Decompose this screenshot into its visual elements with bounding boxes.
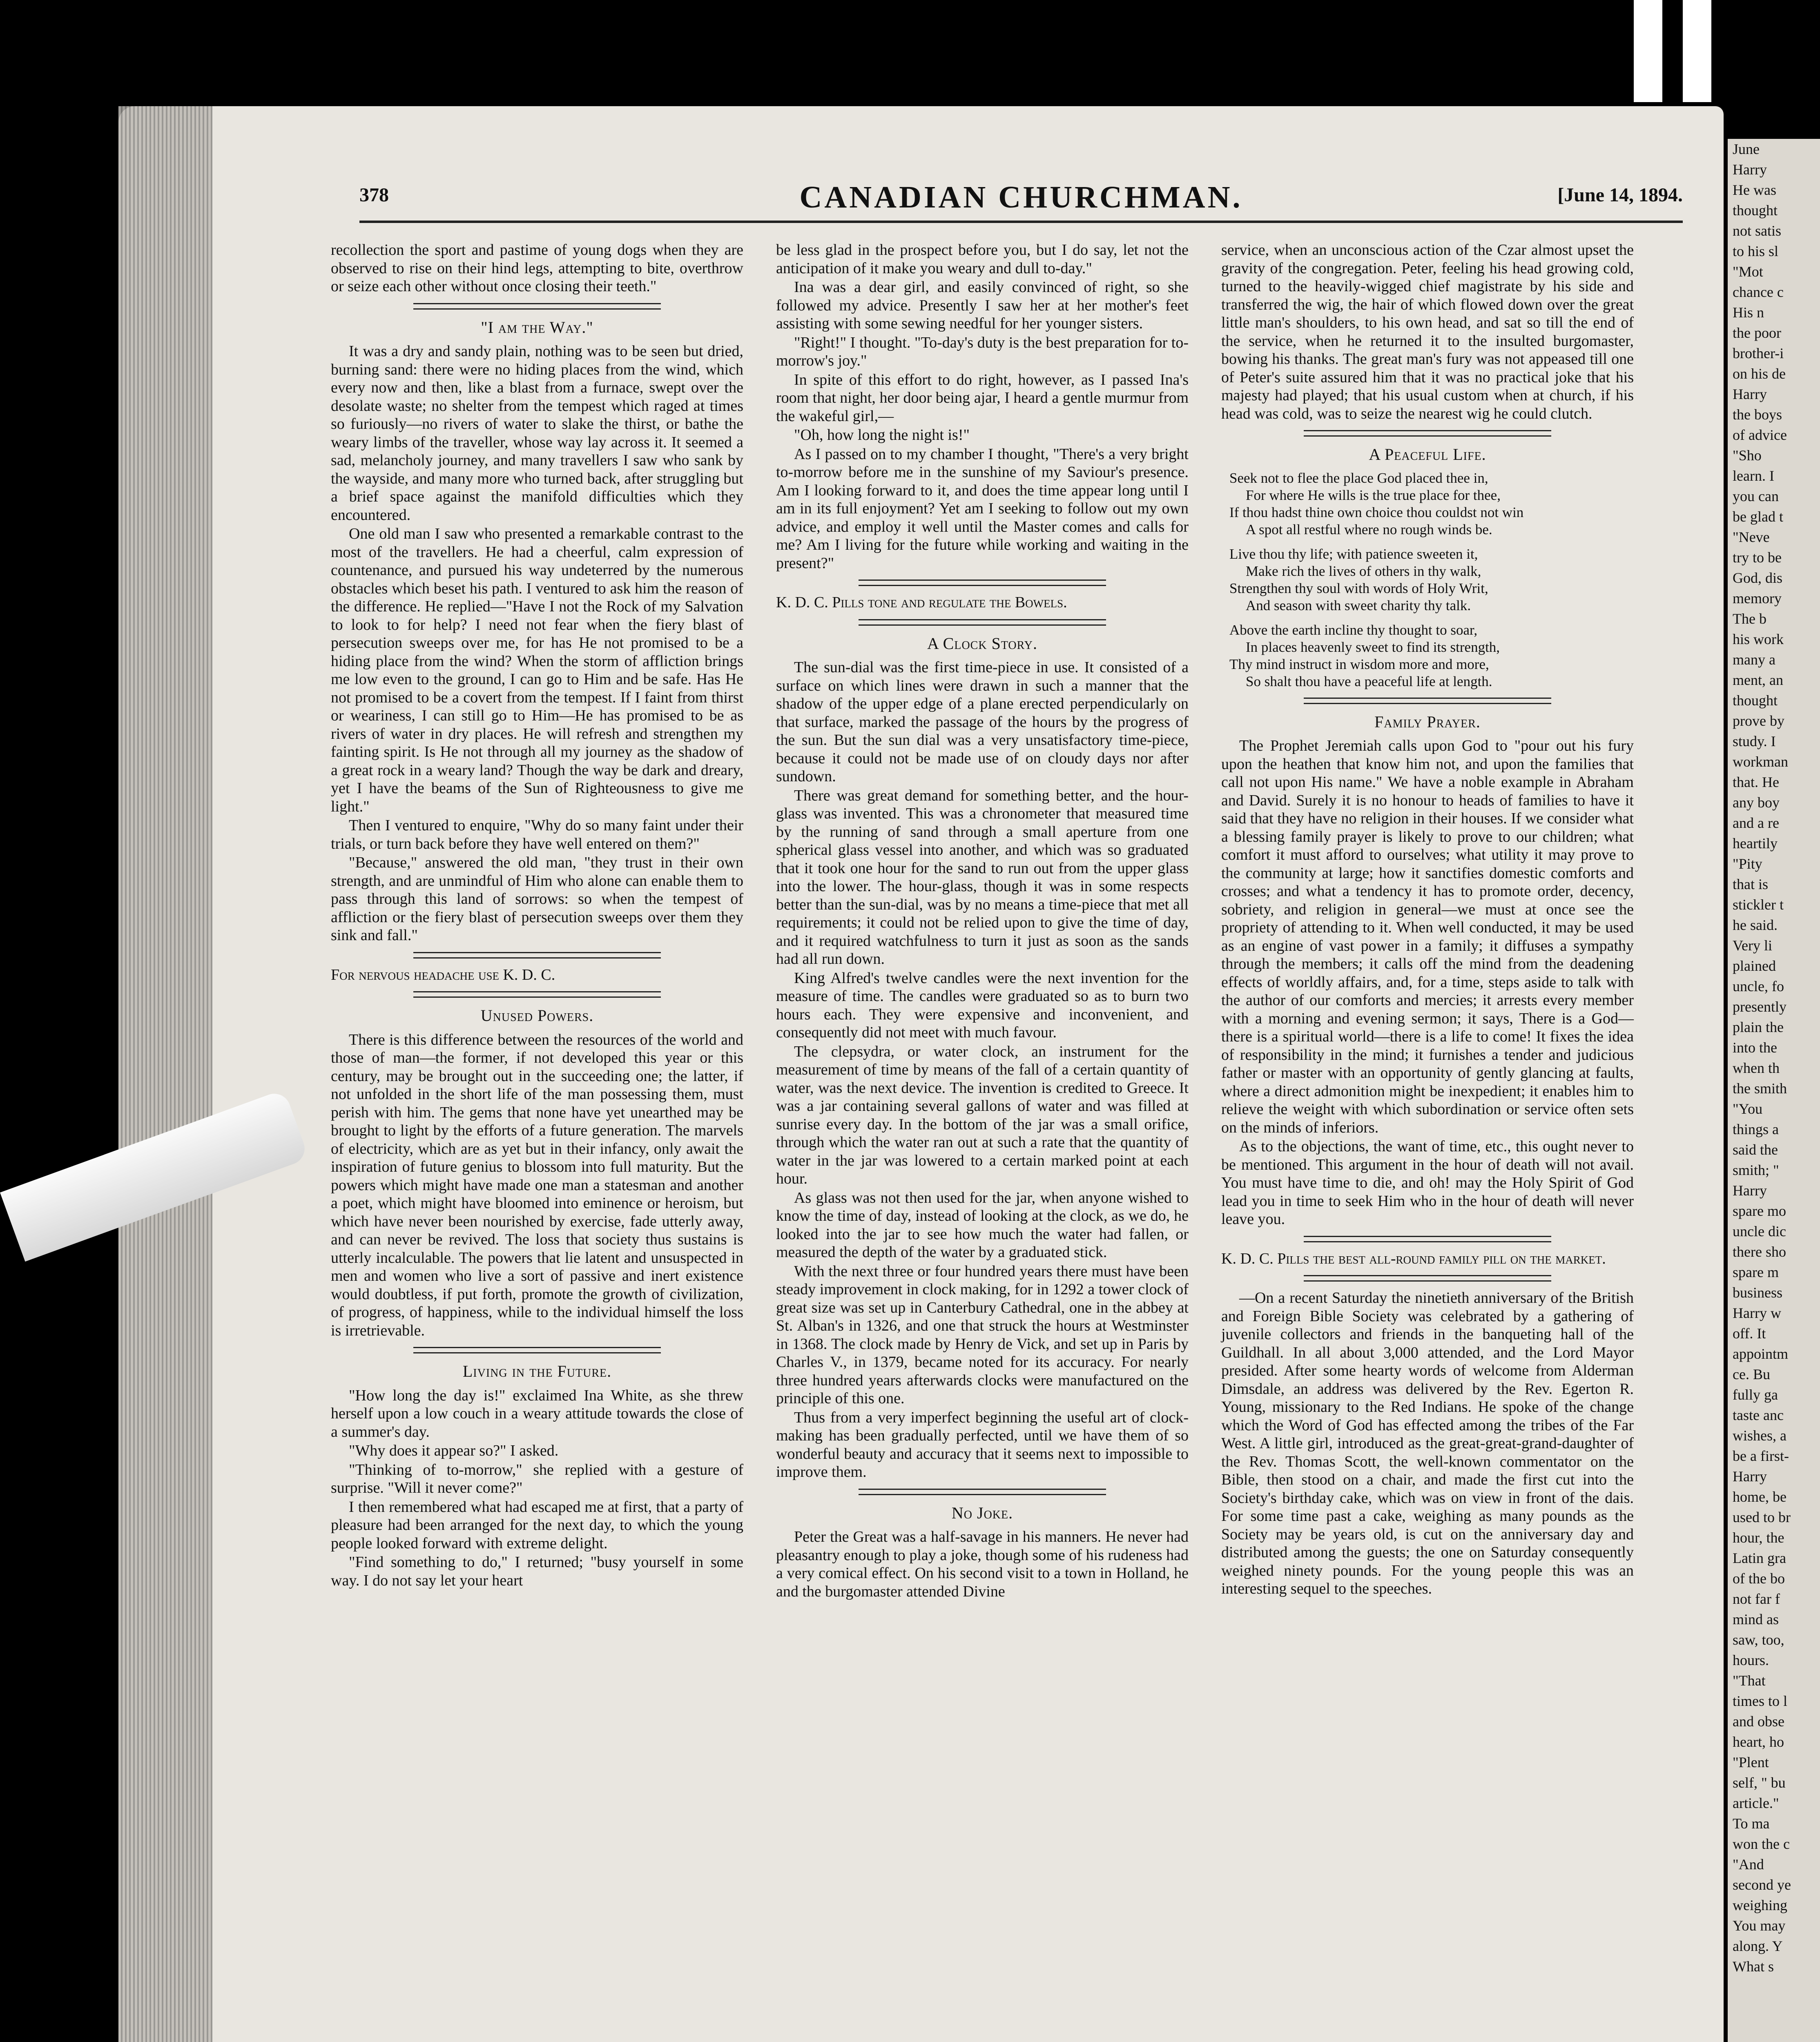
right-page-line: of advice — [1733, 427, 1787, 443]
right-page-line: ce. Bu — [1733, 1366, 1770, 1382]
section-divider — [859, 1489, 1106, 1495]
section-divider — [1304, 1275, 1551, 1282]
right-page-line: stickler t — [1733, 896, 1784, 913]
right-page-line: appointm — [1733, 1346, 1788, 1362]
paragraph: The clepsydra, or water clock, an instrument for the measurement of time by means of the fall of a certain quantity of water, was the next device. The invention is credited to Greece. It was a jar containing several gallons of water and was filled at sunrise every day. In the bottom of the jar was a small orifice, through which the water ran out at such a rate that the quantity of water in the jar was lowered to a certain marked point at each hour. — [776, 1043, 1189, 1187]
paragraph: "How long the day is!" exclaimed Ina White, as she threw herself upon a low couch in a weary attitude towards the close of a summer's day. — [331, 1387, 743, 1440]
poem-stanza — [1229, 546, 1634, 614]
article-heading: "I am the Way." — [481, 318, 593, 337]
poem-line: So shalt thou have a peaceful life at length. — [1246, 673, 1492, 689]
paragraph: Then I ventured to enquire, "Why do so many faint under their trials, or turn back before they have well entered on them?" — [331, 817, 743, 852]
right-page-line: the poor — [1733, 325, 1781, 341]
poem-line: Seek not to flee the place God placed thee in, — [1229, 470, 1488, 486]
section-divider — [413, 303, 661, 310]
paragraph: There was great demand for something better, and the hour-glass was invented. This was a chronometer that measured time by the running of sand through a small aperture from one spherical glass vessel into another, and which was so graduated that it took one hour for the sand to run out from the upper glass into the lower. The hour-glass, though it was in some respects better than the sun-dial, was by no means a time-piece that met all requirements; it could not be relied upon to give the time of day, and it required watchfulness to turn it just as soon as the sands had all run down. — [776, 787, 1189, 967]
right-page-line: on his de — [1733, 366, 1786, 382]
right-page-line: not far f — [1733, 1591, 1780, 1607]
right-page-line: he said. — [1733, 917, 1778, 933]
right-page-line: spare m — [1733, 1264, 1779, 1280]
paragraph: "Find something to do," I returned; "busy yourself in some way. I do not say let your heart — [331, 1554, 743, 1589]
right-page-line: memory — [1733, 590, 1782, 606]
right-page-line: used to br — [1733, 1509, 1791, 1525]
paragraph: King Alfred's twelve candles were the next invention for the measure of time. The candles were graduated so as to burn two hours each. They were expensive and inconvenient, and consequently did not meet with much favour. — [776, 969, 1189, 1041]
right-page-line: thought — [1733, 692, 1778, 709]
section-divider — [859, 619, 1106, 626]
page-number: 378 — [359, 184, 389, 206]
advertisement: K. D. C. Pills tone and regulate the Bowels. — [776, 594, 1067, 611]
poem-line: Strengthen thy soul with words of Holy Writ, — [1229, 580, 1488, 596]
right-page-line: heart, ho — [1733, 1734, 1784, 1750]
paragraph: be less glad in the prospect before you, but I do say, let not the anticipation of it make you weary and dull to-day." — [776, 241, 1189, 277]
right-page-line: into the — [1733, 1039, 1777, 1056]
right-page-line: not satis — [1733, 223, 1782, 239]
article-heading: A Clock Story. — [927, 634, 1037, 653]
right-page-line: June — [1733, 141, 1760, 157]
page-edges — [118, 106, 212, 2042]
right-page-line: Very li — [1733, 937, 1772, 954]
paragraph: I then remembered what had escaped me at first, that a party of pleasure had been arranged for the next day, to which the young people looked forward with extreme delight. — [331, 1498, 743, 1552]
section-divider — [1304, 1236, 1551, 1242]
right-page-line: Harry — [1733, 386, 1767, 402]
right-page-line: there sho — [1733, 1244, 1786, 1260]
paragraph: There is this difference between the resources of the world and those of man—the former, if not developed this year or this century, may be brought out in the succeeding one; the latter, if not unfolded in the short life of the man possessing them, must perish with him. The gems that none have yet unearthed may be brought to light by the efforts of a future generation. The marvels of electricity, which are as yet but in their infancy, only await the inspiration of future genius to blossom into full maturity. But the powers which might have made one man a statesman and another a poet, which might have bloomed into eminence or heroism, but which have never been nourished by exercise, fade utterly away, and can never be revived. The loss that society thus sustains is utterly incalculable. The powers that lie latent and unsuspected in men and women who live a sort of passive and inert existence would doubtless, if put forth, promote the growth of civilization, of progress, of happiness, while to the individual himself the loss is irretrievable. — [331, 1031, 743, 1339]
right-page-line: off. It — [1733, 1325, 1766, 1342]
right-page-line: saw, too, — [1733, 1632, 1784, 1648]
right-page-line: What s — [1733, 1958, 1774, 1975]
poem-line: And season with sweet charity thy talk. — [1246, 597, 1471, 613]
right-page-line: article." — [1733, 1795, 1779, 1811]
poem-line: In places heavenly sweet to find its strength, — [1246, 639, 1500, 655]
right-page-line: "Pity — [1733, 856, 1762, 872]
column-1 — [331, 241, 743, 1590]
right-page-line: Harry w — [1733, 1305, 1781, 1321]
clip-bar — [1683, 0, 1711, 102]
right-page-line: His n — [1733, 304, 1764, 321]
paragraph: Peter the Great was a half-savage in his manners. He never had pleasantry enough to play a joke, though some of his rudeness had a very comical effect. On his second visit to a town in Holland, he and the burgomaster attended Divine — [776, 1528, 1189, 1600]
right-page-line: business — [1733, 1284, 1783, 1301]
right-page-line: God, dis — [1733, 570, 1783, 586]
paragraph: It was a dry and sandy plain, nothing was to be seen but dried, burning sand: there were no hiding places from the wind, which every now and then, like a blast from a furnace, swept over the desolate waste; no shelter from the tempest which raged at times so furiously—no rivers of water to slake the thirst, or bathe the weary limbs of the traveller, whose way lay across it. It seemed a sad, melancholy journey, and many travellers I saw who sank by the wayside, and many more who turned back, after struggling but a brief space against the manifold difficulties which they encountered. — [331, 343, 743, 524]
paragraph: As glass was not then used for the jar, when anyone wished to know the time of day, instead of looking at the clock, as we do, he looked into the jar to see how much the water had fallen, or measured the depth of the water by a graduated stick. — [776, 1189, 1189, 1261]
right-page-line: and obse — [1733, 1713, 1784, 1730]
right-page-line: "Neve — [1733, 529, 1770, 545]
article-heading: A Peaceful Life. — [1369, 445, 1486, 464]
right-page-line: that. He — [1733, 774, 1779, 790]
right-page-line: the smith — [1733, 1080, 1787, 1097]
header-rule — [359, 221, 1683, 223]
right-page-line: "Mot — [1733, 263, 1763, 280]
newspaper-title: CANADIAN CHURCHMAN. — [799, 180, 1243, 214]
poem-line: A spot all restful where no rough winds be. — [1246, 521, 1492, 537]
section-divider — [1304, 698, 1551, 704]
right-page-line: uncle, fo — [1733, 978, 1784, 994]
article-heading: No Joke. — [951, 1503, 1013, 1522]
paragraph: recollection the sport and pastime of young dogs when they are observed to rise on their hind legs, attempting to bite, overthrow or seize each other without once closing their teeth." — [331, 241, 743, 295]
right-page-line: plained — [1733, 958, 1776, 974]
paragraph: "Oh, how long the night is!" — [794, 426, 970, 444]
right-page-line: smith; " — [1733, 1162, 1779, 1178]
right-page-line: "Plent — [1733, 1754, 1769, 1770]
article-heading: Family Prayer. — [1374, 712, 1481, 731]
section-divider — [859, 580, 1106, 586]
paragraph: The sun-dial was the first time-piece in use. It consisted of a surface on which lines were drawn in such a manner that the shadow of the upper edge of a plane erected perpendicularly on that surface, marked the passage of the hours by the progress of the sun. But the sun dial was a very unsatisfactory time-piece, because it could not be made use of on cloudy days nor after sundown. — [776, 659, 1189, 785]
right-page-line: times to l — [1733, 1693, 1787, 1709]
right-page-line: self, " bu — [1733, 1774, 1786, 1791]
poem-stanza — [1229, 470, 1634, 538]
poem-line: For where He wills is the true place for thee, — [1246, 487, 1501, 503]
paragraph: The Prophet Jeremiah calls upon God to "pour out his fury upon the heathen that know him not, and upon the families that call not upon His name." We have a noble example in Abraham and David. Surely it is no honour to heads of families to have it said that they have no religion in their houses. If we consider what a blessing family prayer is likely to prove to our children; what comfort it must afford to ourselves; what utility it may prove to the community at large; how it sanctifies domestic comforts and crosses; and what a tendency it has to promote order, decency, sobriety, and religion in general—we must at once see the propriety of attending to it. When well conducted, it may be used as an engine of vast power in a family; it diffuses a sympathy through the members; it calls off the mind from the deadening effects of worldly affairs, and, for a time, steps aside to talk with the author of our comforts and mercies; it arrests every member with a morning and evening sermon; it says, There is a God—there is a spiritual world—there is a life to come! It fixes the idea of responsibility in the mind; it furnishes a tender and judicious father or master with an opportunity of gently glancing at faults, where a direct admonition might be inexpedient; it enables him to relieve the weight with which subordination or service often sets on the minds of inferiors. — [1221, 737, 1634, 1136]
right-page-lines — [1728, 139, 1820, 1977]
poem-line: Thy mind instruct in wisdom more and more, — [1229, 656, 1489, 672]
right-page-line: of the bo — [1733, 1570, 1785, 1587]
right-page-line: fully ga — [1733, 1387, 1778, 1403]
right-page-line: to his sl — [1733, 243, 1779, 259]
right-page-line: presently — [1733, 999, 1787, 1015]
right-page-line: his work — [1733, 631, 1784, 647]
right-page-line: You may — [1733, 1917, 1786, 1934]
right-page-line: prove by — [1733, 713, 1784, 729]
right-page-line: be glad t — [1733, 508, 1783, 525]
paragraph: With the next three or four hundred years there must have been steady improvement in clock making, for in 1292 a tower clock of great size was set up in Canterbury Cathedral, one in the abbey at St. Alban's in 1326, and one that struck the hours at Westminster in 1368. The clock made by Henry de Vick, and set up in Paris by Charles V., in 1379, became noted for its accuracy. For nearly three hundred years afterwards clocks were manufactured on the principle of this one. — [776, 1262, 1189, 1407]
right-page-line: try to be — [1733, 549, 1782, 566]
section-divider — [413, 991, 661, 998]
right-page-line: that is — [1733, 876, 1768, 892]
poem-line: If thou hadst thine own choice thou couldst not win — [1229, 504, 1524, 520]
paragraph: One old man I saw who presented a remarkable contrast to the most of the travellers. He had a cheerful, calm expression of countenance, and pursued his way undeterred by the numerous obstacles which beset his path. I ventured to ask him the reason of the difference. He replied—"Have I not the Rock of my Salvation to look to for help? I need not fear when the fiery blast of persecution sweeps over me, for has He not promised to be a hiding place from the wind? When the storm of affliction brings me low even to the ground, I can go to Him and be safe. Has He not promised to be a covert from the tempest. If I faint from thirst or weariness, I can still go to Him—He has promised to be as rivers of water in dry places. He will refresh and strengthen my fainting spirit. Is He not through all my journey as the shadow of a great rock in a weary land? Though the way be dark and dreary, yet I have the beams of the Sun of Righteousness to give me light." — [331, 525, 743, 815]
right-page-line: Harry — [1733, 1182, 1767, 1199]
right-page-line: many a — [1733, 651, 1775, 668]
poem-line: Live thou thy life; with patience sweeten it, — [1229, 546, 1478, 562]
paragraph: service, when an unconscious action of the Czar almost upset the gravity of the congregation. Peter, feeling his head growing cold, turned to the heavily-wigged chief magistrate by his side and transferred the wig, the hair of which flowed down over the great little man's shoulders, to his own head, and sat so till the end of the service, when he returned it to the insulted burgomaster, bowing his thanks. The great man's fury was not appeased till one of Peter's suite assured him that it was no practical joke that his majesty had played; that his usual custom when at church, if his head was cold, was to seize the nearest wig he could clutch. — [1221, 241, 1634, 422]
right-page-line: "Sho — [1733, 447, 1762, 464]
right-page-line: workman — [1733, 753, 1788, 770]
right-page-line: study. I — [1733, 733, 1776, 749]
masthead — [359, 180, 1683, 216]
right-page-line: "You — [1733, 1101, 1763, 1117]
right-page-line: wishes, a — [1733, 1427, 1787, 1444]
right-page-line: hour, the — [1733, 1529, 1784, 1546]
right-page-line: and a re — [1733, 815, 1779, 831]
right-page-line: the boys — [1733, 406, 1782, 423]
right-page-line: chance c — [1733, 284, 1784, 300]
right-page-line: brother-i — [1733, 345, 1784, 361]
paragraph: In spite of this effort to do right, however, as I passed Ina's room that night, her door being ajar, I heard a gentle murmur from the wakeful girl,— — [776, 371, 1189, 425]
advertisement: For nervous headache use K. D. C. — [331, 966, 555, 983]
poem — [1229, 470, 1634, 690]
right-page-line: when th — [1733, 1060, 1780, 1076]
poem-line: Above the earth incline thy thought to soar, — [1229, 622, 1478, 638]
right-page-line: Harry — [1733, 1468, 1767, 1485]
paragraph: "Because," answered the old man, "they trust in their own strength, and are unmindful of Him who alone can enable them to pass through this land of sorrows: so when the tempest of affliction or the fiery blast of persecution sweeps over them they sink and fall." — [331, 854, 743, 944]
right-page-line: any boy — [1733, 794, 1780, 811]
right-page-line: "And — [1733, 1856, 1764, 1873]
right-page-fragment — [1728, 139, 1820, 2042]
right-page-line: hours. — [1733, 1652, 1769, 1668]
right-page-line: thought — [1733, 202, 1778, 218]
right-page-line: To ma — [1733, 1815, 1770, 1832]
right-page-line: learn. I — [1733, 468, 1774, 484]
right-page-line: mind as — [1733, 1611, 1779, 1627]
right-page-line: "That — [1733, 1672, 1766, 1689]
right-page-line: second ye — [1733, 1877, 1791, 1893]
poem-stanza — [1229, 622, 1634, 690]
clip-bar — [1634, 0, 1662, 102]
column-3 — [1221, 241, 1634, 1599]
right-page-line: you can — [1733, 488, 1779, 504]
poem-line: Make rich the lives of others in thy walk, — [1246, 563, 1481, 579]
paragraph: Ina was a dear girl, and easily convinced of right, so she followed my advice. Presently I saw her at her mother's feet assisting with some sewing needful for her younger sisters. — [776, 279, 1189, 332]
column-2 — [776, 241, 1189, 1601]
right-page-line: Harry — [1733, 161, 1767, 178]
right-page-line: said the — [1733, 1141, 1778, 1158]
section-divider — [413, 952, 661, 959]
right-page-line: plain the — [1733, 1019, 1784, 1035]
right-page-line: won the c — [1733, 1836, 1790, 1852]
right-page-line: things a — [1733, 1121, 1779, 1137]
right-page-line: be a first- — [1733, 1448, 1789, 1464]
advertisement: K. D. C. Pills the best all-round family pill on the market. — [1221, 1250, 1606, 1267]
right-page-line: Latin gra — [1733, 1550, 1786, 1566]
right-page-line: uncle dic — [1733, 1223, 1786, 1239]
right-page-line: along. Y — [1733, 1938, 1783, 1954]
right-page-line: taste anc — [1733, 1407, 1784, 1423]
right-page-line: heartily — [1733, 835, 1778, 852]
paragraph: "Thinking of to-morrow," she replied with a gesture of surprise. "Will it never come?" — [331, 1461, 743, 1496]
paragraph: As I passed on to my chamber I thought, "There's a very bright to-morrow before me in the sunshine of my Saviour's presence. Am I looking forward to it, and does the time appear long until I am in its full enjoyment? Yet am I seeking to follow out my own advice, and employ it well until the Master comes and calls for me? Am I living for the future while working and waiting in the present?" — [776, 445, 1189, 572]
paragraph: "Right!" I thought. "To-day's duty is the best preparation for to-morrow's joy." — [776, 334, 1189, 369]
paragraph: "Why does it appear so?" I asked. — [349, 1442, 559, 1459]
right-page-line: weighing — [1733, 1897, 1787, 1913]
right-page-line: He was — [1733, 182, 1776, 198]
article-heading: Living in the Future. — [462, 1362, 612, 1380]
paragraph: —On a recent Saturday the ninetieth anniversary of the British and Foreign Bible Society was celebrated by a gathering of juvenile collectors and friends in the banqueting hall of the Guildhall. In all about 3,000 attended, and the Lord Mayor presided. After some hearty words of welcome from Alderman Dimsdale, an address was delivered by the Rev. Egerton R. Young, missionary to the Red Indians. He spoke of the change which the Word of God has effected among the tribes of the Far West. A little girl, introduced as the great-great-grand-daughter of the Rev. Thomas Scott, the well-known commentator on the Bible, then stood on a chair, and made the first cut into the Society's birthday cake, which was on view in front of the dais. For some time past a cake, weighing as many pounds as the Society may be years old, is cut on the anniversary day and distributed among the guests; the one on Saturday consequently weighed ninety pounds. For the young people this was an interesting sequel to the speeches. — [1221, 1289, 1634, 1597]
paragraph: Thus from a very imperfect beginning the useful art of clock-making has been gradually perfected, until we have them of so wonderful beauty and accuracy that it seems next to impossible to improve them. — [776, 1409, 1189, 1480]
right-page-line: home, be — [1733, 1489, 1787, 1505]
right-page-line: The b — [1733, 611, 1766, 627]
article-heading: Unused Powers. — [480, 1006, 594, 1025]
section-divider — [413, 1347, 661, 1353]
section-divider — [1304, 430, 1551, 437]
paragraph: As to the objections, the want of time, etc., this ought never to be mentioned. This argument in the hour of death will not avail. You must have time to die, and oh! may the Holy Spirit of God lead you in time to seek Him who in the hour of death will never leave you. — [1221, 1138, 1634, 1228]
right-page-line: spare mo — [1733, 1203, 1786, 1219]
right-page-line: ment, an — [1733, 672, 1783, 688]
issue-date: [June 14, 1894. — [1557, 184, 1683, 206]
